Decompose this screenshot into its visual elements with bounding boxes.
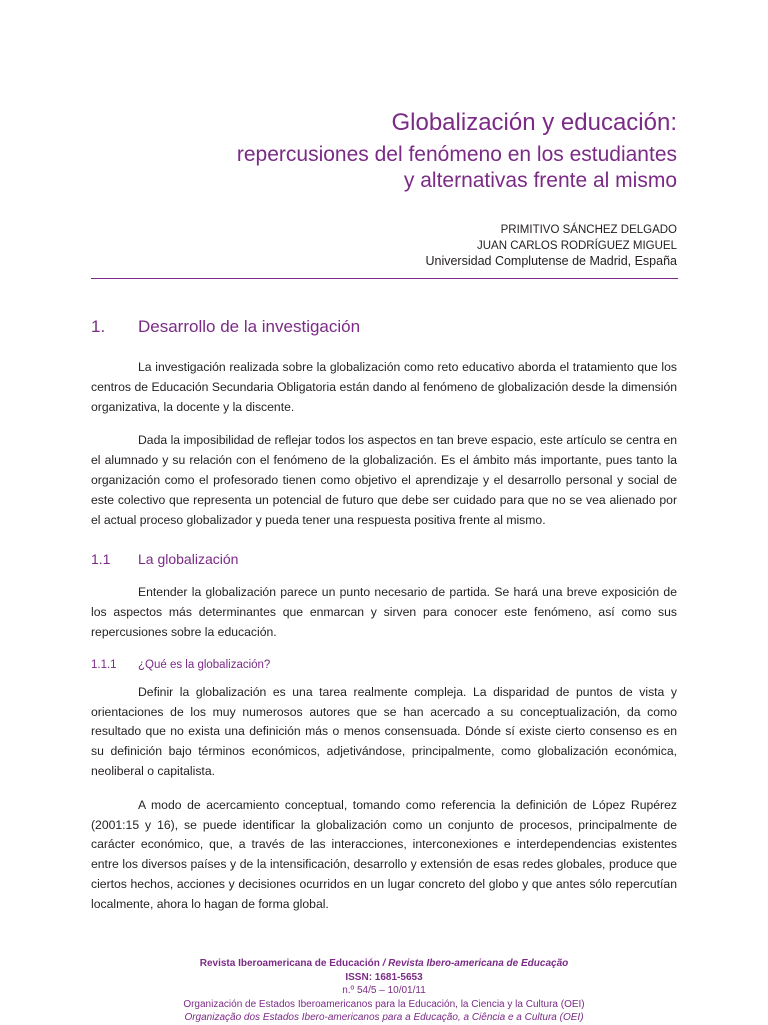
paragraph: Entender la globalización parece un punto necesario de partida. Se hará una breve exposición de los aspectos más determinantes que enmarcan y sirven para conocer este fenómeno, así como sus repercusiones sobre la educación.	[91, 585, 677, 639]
section-title: ¿Qué es la globalización?	[138, 658, 271, 671]
author-block	[425, 223, 677, 270]
paragraph: Dada la imposibilidad de reflejar todos los aspectos en tan breve espacio, este artículo se centra en el alumnado y su relación con el fenómeno de la globalización. Es el ámbito más importante, pues tanto la organización como el profesorado tienen como objetivo el aprendizaje y el desarrollo personal y social de este colectivo que representa un potencial de futuro que debe ser cuidado para que no se vea alienado por el actual proceso globalizador y pueda tener una respuesta positiva frente al mismo.	[91, 433, 677, 527]
section-title: Desarrollo de la investigación	[138, 317, 361, 336]
organization-pt: Organização dos Estados Ibero-americanos para a Educação, a Ciência e a Cultura (OEI)	[184, 1012, 584, 1023]
journal-name-es: Revista Iberoamericana de Educación	[199, 958, 380, 969]
section-number: 1.1.1	[91, 658, 117, 671]
title-divider	[91, 278, 678, 279]
issue-number: n.º 54/5 – 10/01/11	[342, 985, 426, 996]
section-title: La globalización	[138, 551, 239, 568]
author-2: JUAN CARLOS RODRÍGUEZ MIGUEL	[477, 239, 677, 252]
page-footer	[0, 957, 768, 1025]
section-number: 1.1	[91, 551, 111, 568]
issn: ISSN: 1681-5653	[345, 971, 423, 983]
title-subtitle	[237, 142, 677, 194]
section-heading-1-1-1	[91, 657, 677, 673]
journal-name	[0, 957, 768, 971]
subtitle-line-2: y alternativas frente al mismo	[403, 169, 677, 192]
journal-name-pt: / Revista Ibero-americana de Educação	[382, 958, 569, 969]
article-title	[237, 108, 677, 194]
paragraph: A modo de acercamiento conceptual, tomando como referencia la definición de López Rupérez (2001:15 y 16), se puede identificar la globalización como un conjunto de procesos, principalmente de carácter económico, que, a través de las interacciones, interconexiones e interdependencias existentes entre los diversos países y de la intensificación, desarrollo y extensión de esas redes globales, produce que ciertos hechos, acciones y decisiones ocurridos en un lugar concreto del globo y que antes sólo repercutían localmente, ahora lo hagan de forma global.	[91, 797, 677, 911]
section-heading-1-1	[91, 549, 677, 569]
organization-es: Organización de Estados Iberoamericanos para la Educación, la Ciencia y la Cultura (OEI)	[183, 998, 585, 1010]
section-number: 1.	[91, 317, 106, 336]
paragraph: Definir la globalización es una tarea realmente compleja. La disparidad de puntos de vista y orientaciones de los muy numerosos autores que se han acercado a su conceptualización, da como resultado que no exista una definición más o menos consensuada. Dónde sí existe cierto consenso es en su definición bajo términos económicos, adjetivándose, principalmente, como globalización económica, neoliberal o capitalista.	[91, 684, 677, 778]
affiliation: Universidad Complutense de Madrid, España	[425, 254, 677, 268]
subtitle-line-1: repercusiones del fenómeno en los estudiantes	[236, 143, 677, 166]
title-main: Globalización y educación:	[391, 109, 677, 136]
paragraph: La investigación realizada sobre la globalización como reto educativo aborda el tratamiento que los centros de Educación Secundaria Obligatoria están dando al fenómeno de globalización desde la dimensión organizativa, la docente y la discente.	[91, 360, 677, 414]
article-body	[91, 315, 677, 915]
section-heading-1	[91, 315, 677, 339]
author-1: PRIMITIVO SÁNCHEZ DELGADO	[500, 224, 677, 236]
